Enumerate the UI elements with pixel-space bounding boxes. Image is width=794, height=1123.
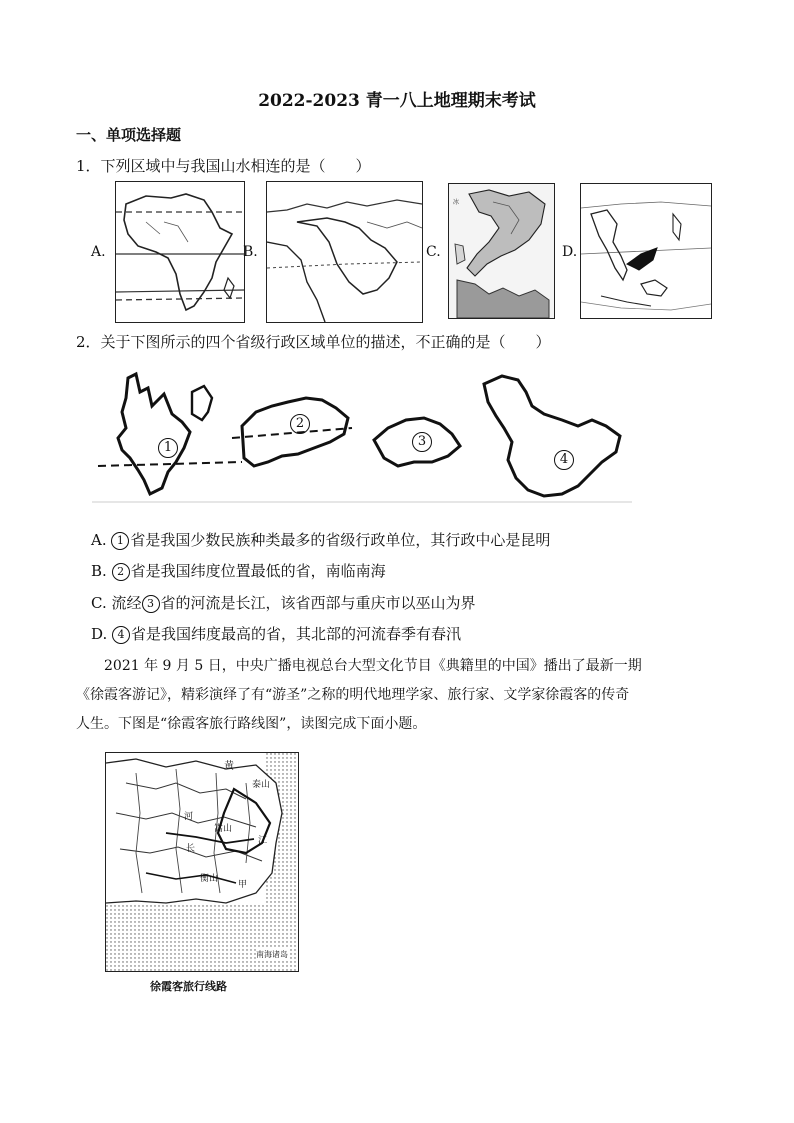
province-2-mark: 2: [290, 414, 310, 434]
africa-map: [115, 181, 245, 323]
passage-line-1: 2021 年 9 月 5 日，中央广播电视总台大型文化节目《典籍里的中国》播出了最新一期: [104, 658, 642, 674]
section-heading: 一、单项选择题: [76, 126, 182, 144]
province-number: 4: [112, 626, 130, 644]
q1-option-a-label[interactable]: A.: [91, 244, 106, 260]
passage-line-2: 《徐霞客游记》，精彩演绎了有“游圣”之称的明代地理学家、旅行家、文学家徐霞客的传奇: [76, 687, 630, 703]
q1-option-b-label[interactable]: B.: [243, 244, 258, 260]
option-text: 省是我国纬度位置最低的省，南临南海: [130, 562, 386, 580]
province-number: 1: [111, 532, 129, 550]
q2-option-d[interactable]: [91, 623, 461, 644]
q2-option-b[interactable]: [91, 560, 386, 581]
route-map-caption: 徐霞客旅行线路: [150, 980, 227, 993]
map-label-jiang: 江: [258, 836, 268, 846]
route-map: [105, 752, 299, 972]
province-number: 3: [142, 595, 160, 613]
option-letter: D.: [91, 625, 108, 643]
option-text: 省是我国少数民族种类最多的省级行政单位，其行政中心是昆明: [130, 531, 551, 549]
option-text: 省是我国纬度最高的省，其北部的河流春季有春汛: [131, 625, 462, 643]
europe-map: [448, 183, 555, 319]
q2-stem: 2．关于下图所示的四个省级行政区域单位的描述，不正确的是（ ）: [76, 333, 551, 351]
option-letter: B.: [91, 562, 107, 580]
option-prefix: 流经: [111, 594, 142, 612]
map-label-south-china-sea: 南海诸岛: [256, 950, 288, 959]
option-letter: C.: [91, 594, 107, 612]
map-label-taishan: 泰山: [252, 780, 271, 790]
page-title: 2022-2023 青一八上地理期末考试: [258, 91, 536, 111]
q2-option-c[interactable]: [91, 592, 476, 613]
passage: [76, 652, 718, 739]
southeast-asia-map: [580, 183, 712, 319]
province-1-mark: 1: [158, 438, 178, 458]
province-4-mark: 4: [554, 450, 574, 470]
province-number: 2: [112, 563, 130, 581]
map-label-songshan: 嵩山: [214, 824, 233, 834]
q1-stem: 1．下列区域中与我国山水相连的是（ ）: [76, 157, 371, 175]
map-label-huang: 黄: [224, 761, 234, 772]
q1-option-d-label[interactable]: D.: [562, 244, 578, 260]
middle-east-map: [266, 181, 423, 323]
option-letter: A.: [91, 531, 107, 549]
province-3-mark: 3: [412, 432, 432, 452]
provinces-map: [92, 362, 632, 510]
passage-line-3: 人生。下图是“徐霞客旅行路线图”，读图完成下面小题。: [76, 716, 427, 732]
map-label-jia: 甲: [238, 880, 248, 890]
svg-text:冰: 冰: [453, 199, 460, 206]
option-text: 省的河流是长江，该省西部与重庆市以巫山为界: [160, 594, 476, 612]
map-label-he: 河: [184, 812, 194, 822]
map-label-hengshan: 衡山: [200, 874, 219, 884]
q1-option-c-label[interactable]: C.: [426, 244, 441, 260]
map-label-chang: 长: [186, 844, 196, 854]
q2-option-a[interactable]: [91, 529, 550, 550]
